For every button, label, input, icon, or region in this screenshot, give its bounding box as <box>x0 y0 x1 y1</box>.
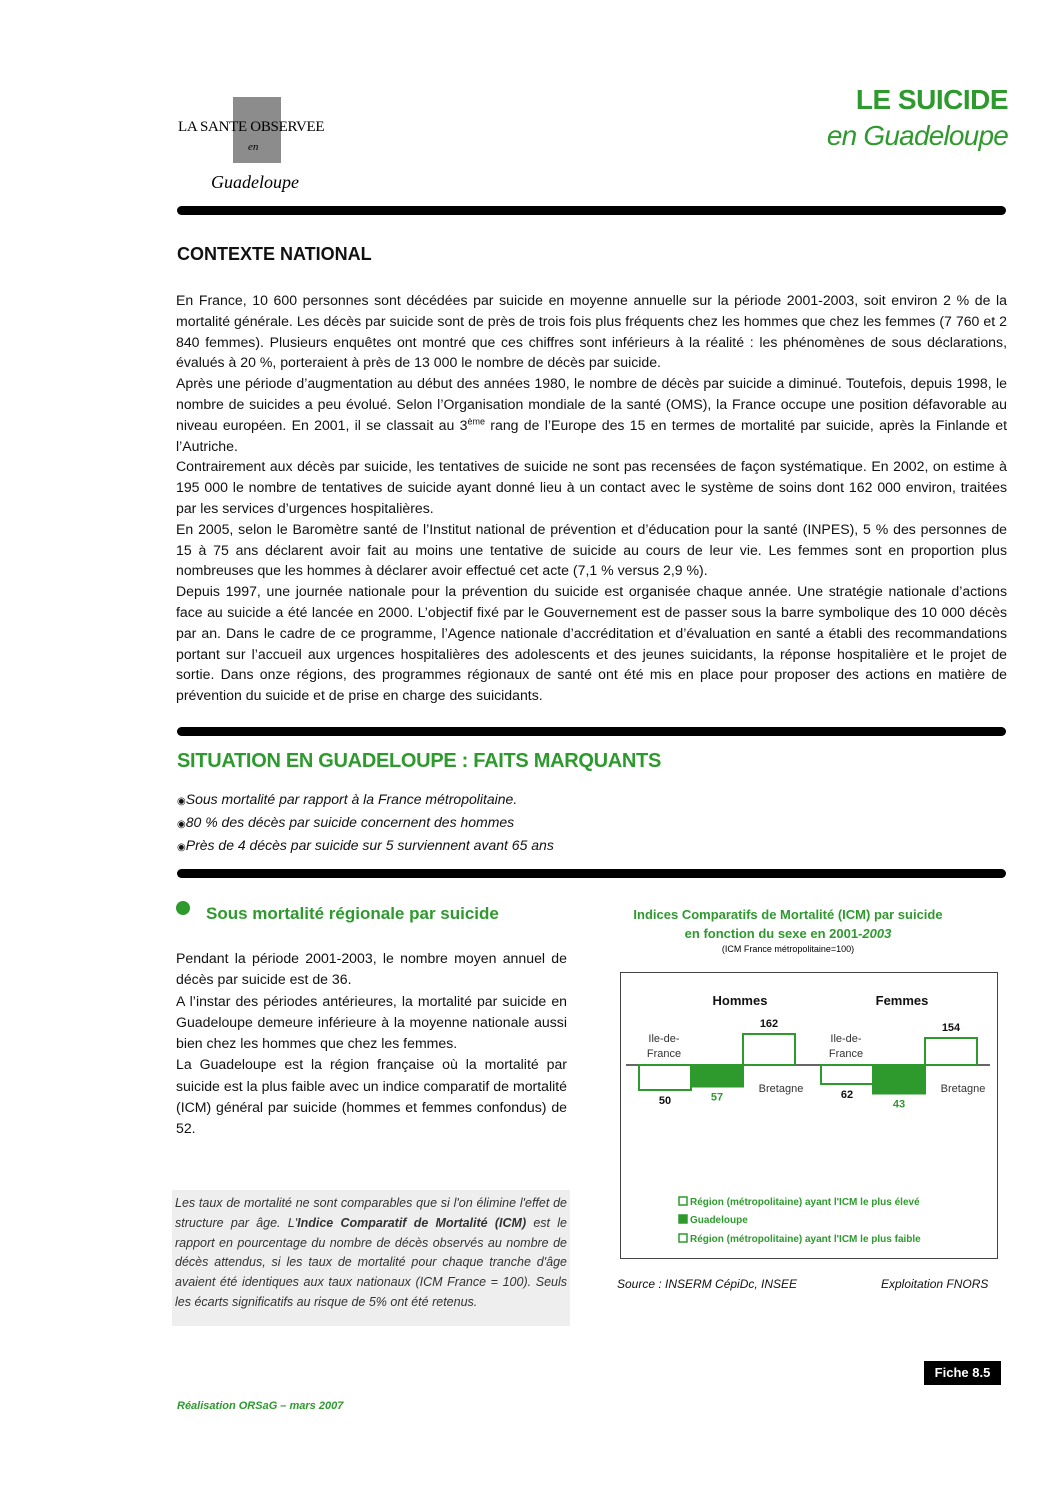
fiche-badge: Fiche 8.5 <box>924 1361 1001 1385</box>
chart-bar <box>743 1034 795 1065</box>
divider-rule <box>177 869 1006 878</box>
contexte-paragraph: Après une période d’augmentation au début des années 1980, le nombre de décès par suicide a diminué. Toutefois, depuis 1998, le nombre de suicides a peu évolué. Selon l’Organisation mondiale de la santé (OMS), la France occupe une position défavorable au niveau européen. En 2001, il se classait au 3ème rang de l’Europe des 15 en termes de mortalité par suicide, après la Finlande et l’Autriche. <box>176 375 1007 454</box>
page-subtitle: en Guadeloupe <box>826 120 1008 151</box>
chart-legend-swatch <box>679 1197 687 1205</box>
contexte-body <box>176 290 1007 706</box>
bullet-item: ◉ Sous mortalité par rapport à la France métropolitaine. <box>177 789 554 812</box>
chart-subtitle: (ICM France métropolitaine=100) <box>721 944 855 954</box>
bullet-item: ◉ Près de 4 décès par suicide sur 5 surviennent avant 65 ans <box>177 835 554 858</box>
divider-rule <box>177 206 1006 215</box>
chart-category-label: Ile-de- <box>648 1033 680 1045</box>
chart-legend-swatch <box>679 1215 687 1223</box>
chart-category-label: Bretagne <box>940 1083 986 1095</box>
contexte-paragraph: Contrairement aux décès par suicide, les tentatives de suicide ne sont pas recensées de façon systématique. En 2002, on estime à 195 000 le nombre de tentatives de suicide ayant donné lieu à un contact avec le système de soins dont 162 000 environ, traitées par les services d’urgences hospitalières. <box>176 458 1007 516</box>
chart-bar <box>821 1065 873 1084</box>
logo-text-line1: LA SANTE OBSERVEE <box>178 119 325 135</box>
situation-heading: SITUATION EN GUADELOUPE : FAITS MARQUANTS <box>177 750 661 772</box>
chart-bar <box>639 1065 691 1090</box>
chart-title: Indices Comparatifs de Mortalité (ICM) par suicide en fonction du sexe en 2001-2003 <box>633 907 943 941</box>
sous-mortalite-body <box>176 948 567 1140</box>
chart-bar <box>873 1065 925 1094</box>
page-title: LE SUICIDE <box>855 84 1008 115</box>
chart-group-label: Hommes <box>712 993 768 1008</box>
chart-value-label: 57 <box>710 1091 724 1104</box>
sous-mortalite-paragraph: La Guadeloupe est la région française où la mortalité par suicide est la plus faible avec un indice comparatif de mortalité (ICM) général par suicide (hommes et femmes confondus) de 52. <box>176 1056 567 1137</box>
chart-value-label: 43 <box>892 1098 906 1111</box>
chart-legend-label: Région (métropolitaine) ayant l'ICM le plus faible <box>690 1234 921 1245</box>
sous-mortalite-paragraph: Pendant la période 2001-2003, le nombre moyen annuel de décès par suicide est de 36. <box>176 950 567 988</box>
chart-bar <box>691 1065 743 1087</box>
logo-text-line3: Guadeloupe <box>211 172 299 192</box>
icm-bar-chart <box>620 972 998 1259</box>
chart-category-label: France <box>646 1048 682 1060</box>
footer-realisation: Réalisation ORSaG – mars 2007 <box>177 1400 344 1412</box>
chart-group-label: Femmes <box>875 993 929 1008</box>
chart-category-label: France <box>828 1048 864 1060</box>
chart-value-label: 162 <box>759 1018 779 1030</box>
contexte-paragraph: En 2005, selon le Baromètre santé de l’Institut national de prévention et d’éducation pour la santé (INPES), 5 % des personnes de 15 à 75 ans déclarent avoir fait au moins une tentative de suicide au cours de leur vie. Les femmes sont en proportion plus nombreuses que les hommes à déclarer avoir effectué cet acte (7,1 % versus 2,9 %). <box>176 520 1007 579</box>
chart-value-label: 62 <box>840 1089 854 1101</box>
chart-legend-label: Région (métropolitaine) ayant l'ICM le plus élevé <box>690 1197 920 1208</box>
logo-text-line2: en <box>248 141 259 153</box>
green-bullet-icon <box>176 901 190 915</box>
icm-note-text: Les taux de mortalité ne sont comparables que si l'on élimine l'effet de structure par âge. L'Indice Comparatif de Mortalité (ICM) est le rapport en pourcentage du nombre de décès observés au nombre de décès attendus, si les taux de mortalité pour chaque tranche d'âge avaient été identiques aux taux nationaux (ICM France = 100). Seuls les écarts significatifs au risque de 5% ont été retenus. <box>175 1196 568 1309</box>
contexte-paragraph: En France, 10 600 personnes sont décédées par suicide en moyenne annuelle sur la période 2001-2003, soit environ 2 % de la mortalité générale. Les décès par suicide sont de près de trois fois plus fréquents chez les hommes que chez les femmes (7 760 et 2 840 femmes). Plusieurs enquêtes ont montré que ces chiffres sont inférieurs à la réalité : les phénomènes de sous déclarations, évalués à 20 %, porteraient à près de 13 000 le nombre de décès par suicide. <box>176 292 1007 371</box>
chart-legend-label: Guadeloupe <box>690 1215 748 1226</box>
chart-category-label: Ile-de- <box>830 1033 862 1045</box>
contexte-heading: CONTEXTE NATIONAL <box>177 244 372 264</box>
sous-mortalite-paragraph: A l’instar des périodes antérieures, la mortalité par suicide en Guadeloupe demeure inférieure à la moyenne nationale aussi bien chez les hommes que chez les femmes. <box>176 992 567 1052</box>
situation-bullet-list <box>177 789 554 858</box>
contexte-paragraph: Depuis 1997, une journée nationale pour la prévention du suicide est organisée chaque année. Une stratégie nationale d’actions face au suicide a été lancée en 2000. L’objectif fixé par le Gouvernement est de passer sous la barre symbolique des 10 000 décès par an. Dans le cadre de ce programme, l’Agence nationale d’accréditation et d’évaluation en santé a établi des recommandations portant sur l’accueil aux urgences hospitalières des adolescents et des jeunes suicidants, la réponse hospitalière et le projet de sortie. Dans onze régions, des programmes régionaux de santé ont été mis en place pour proposer des actions en matière de prévention du suicide et de prise en charge des suicidants. <box>176 583 1007 704</box>
bullet-item: ◉ 80 % des décès par suicide concernent des hommes <box>177 812 554 835</box>
chart-source: Source : INSERM CépiDc, INSEE <box>617 1277 798 1291</box>
chart-value-label: 50 <box>658 1095 672 1107</box>
chart-exploitation: Exploitation FNORS <box>881 1277 989 1291</box>
sous-mortalite-heading: Sous mortalité régionale par suicide <box>206 904 499 923</box>
chart-category-label: Bretagne <box>758 1083 804 1095</box>
divider-rule <box>177 727 1006 736</box>
chart-value-label: 154 <box>941 1022 961 1034</box>
chart-bar <box>925 1038 977 1065</box>
chart-legend-swatch <box>679 1234 687 1242</box>
